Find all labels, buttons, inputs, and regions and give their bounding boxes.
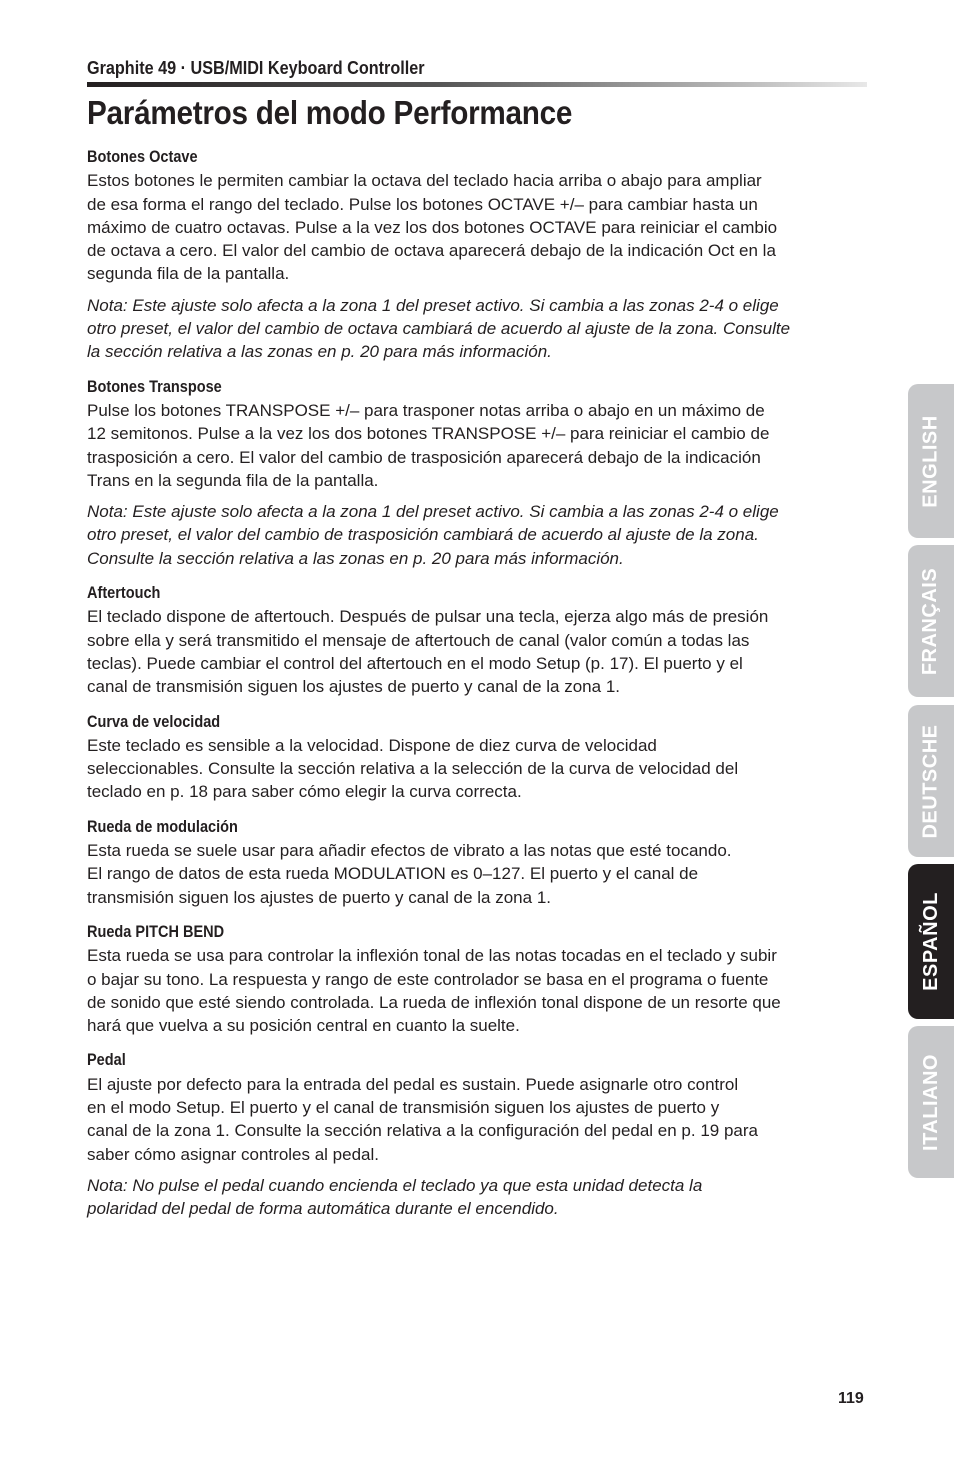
section-modulation-wheel (87, 816, 862, 909)
page-title: Parámetros del modo Performance (87, 94, 573, 131)
section-heading: Curva de velocidad (87, 712, 221, 731)
section-octave-buttons (87, 146, 862, 286)
section-body: El teclado dispone de aftertouch. Después de pulsar una tecla, ejerza algo más de presión sobre ella y será transmitido el mensaje de aftertouch de canal (valor común a todas las teclas). Puede cambiar el control del aftertouch en el modo Setup (p. 17). El puerto y el canal de transmisión siguen los ajustes de puerto y canal de la zona 1. (87, 607, 769, 697)
section-body: Pulse los botones TRANSPOSE +/– para trasponer notas arriba o abajo en un máximo de 12 semitonos. Pulse a la vez los dos botones TRANSPOSE +/– para reiniciar el cambio de trasposición a cero. El valor del cambio de trasposición aparecerá debajo de la indicación Trans en la segunda fila de la pantalla. (87, 400, 770, 490)
section-heading: Botones Transpose (87, 377, 222, 396)
tab-english[interactable] (908, 384, 954, 538)
section-heading: Rueda de modulación (87, 817, 238, 836)
section-heading: Rueda PITCH BEND (87, 922, 225, 941)
section-note: Nota: Este ajuste solo afecta a la zona 1 del preset activo. Si cambia a las zonas 2-4 o elige otro preset, el valor del cambio de trasposición cambiará de acuerdo al ajuste de la zona. Consulte la sección relativa a las zonas en p. 20 para más información. (87, 502, 779, 568)
section-heading: Pedal (87, 1051, 126, 1070)
section-note: Nota: Este ajuste solo afecta a la zona 1 del preset activo. Si cambia a las zonas 2-4 o elige otro preset, el valor del cambio de octava cambiará de acuerdo al ajuste de la zona. Consulte la sección relativa a las zonas en p. 20 para más información. (87, 295, 791, 362)
page-number: 119 (838, 1390, 864, 1407)
tab-espanol[interactable] (908, 864, 954, 1019)
section-body: El ajuste por defecto para la entrada del pedal es sustain. Puede asignarle otro control en el modo Setup. El puerto y el canal de transmisión siguen los ajustes de puerto y canal de la zona 1. Consulte la sección relativa a la configuración del pedal en p. 19 para saber cómo asignar controles al pedal. (87, 1074, 758, 1164)
header-product-name: Graphite 49 · USB/MIDI Keyboard Controller (87, 58, 425, 78)
section-heading: Aftertouch (87, 584, 161, 603)
tab-italiano[interactable] (908, 1026, 954, 1178)
section-body: Este teclado es sensible a la velocidad. Dispone de diez curva de velocidad seleccionables. Consulte la sección relativa a la selección de la curva de velocidad del teclado en p. 18 para saber cómo elegir la curva correcta. (87, 735, 739, 802)
header-rule (87, 82, 867, 87)
section-pitch-bend-wheel (87, 921, 862, 1037)
tab-label: ESPAÑOL (919, 892, 942, 991)
document-body (87, 146, 862, 1232)
section-pedal (87, 1049, 862, 1165)
section-transpose-buttons (87, 376, 862, 492)
section-note: Nota: No pulse el pedal cuando encienda el teclado ya que esta unidad detecta la polaridad del pedal de forma automática durante el encendido. (87, 1175, 703, 1219)
tab-label: ENGLISH (919, 414, 942, 508)
section-velocity-curve (87, 711, 862, 804)
tab-francais[interactable] (908, 545, 954, 697)
tab-label: FRANÇAIS (919, 567, 942, 675)
section-body: Esta rueda se suele usar para añadir efectos de vibrato a las notas que esté tocando. El rango de datos de esta rueda MODULATION es 0–127. El puerto y el canal de transmisión siguen los ajustes de puerto y canal de la zona 1. (87, 841, 732, 907)
section-body: Estos botones le permiten cambiar la octava del teclado hacia arriba o abajo para ampliar de esa forma el rango del teclado. Pulse los botones OCTAVE +/– para cambiar hasta un máximo de cuatro octavas. Pulse a la vez los dos botones OCTAVE para reiniciar el cambio de octava a cero. El valor del cambio de octava aparecerá debajo de la indicación Oct en la segunda fila de la pantalla. (87, 171, 778, 284)
section-body: Esta rueda se usa para controlar la inflexión tonal de las notas tocadas en el teclado y subir o bajar su tono. La respuesta y rango de este controlador se basa en el programa o fuente de sonido que esté siendo controlada. La rueda de inflexión tonal dispone de un resorte que hará que vuelva a su posición central en cuanto la suelte. (87, 946, 781, 1036)
section-heading: Botones Octave (87, 148, 198, 166)
tab-label: ITALIANO (919, 1053, 942, 1151)
tab-deutsche[interactable] (908, 705, 954, 857)
section-aftertouch (87, 582, 862, 698)
tab-label: DEUTSCHE (919, 723, 942, 839)
